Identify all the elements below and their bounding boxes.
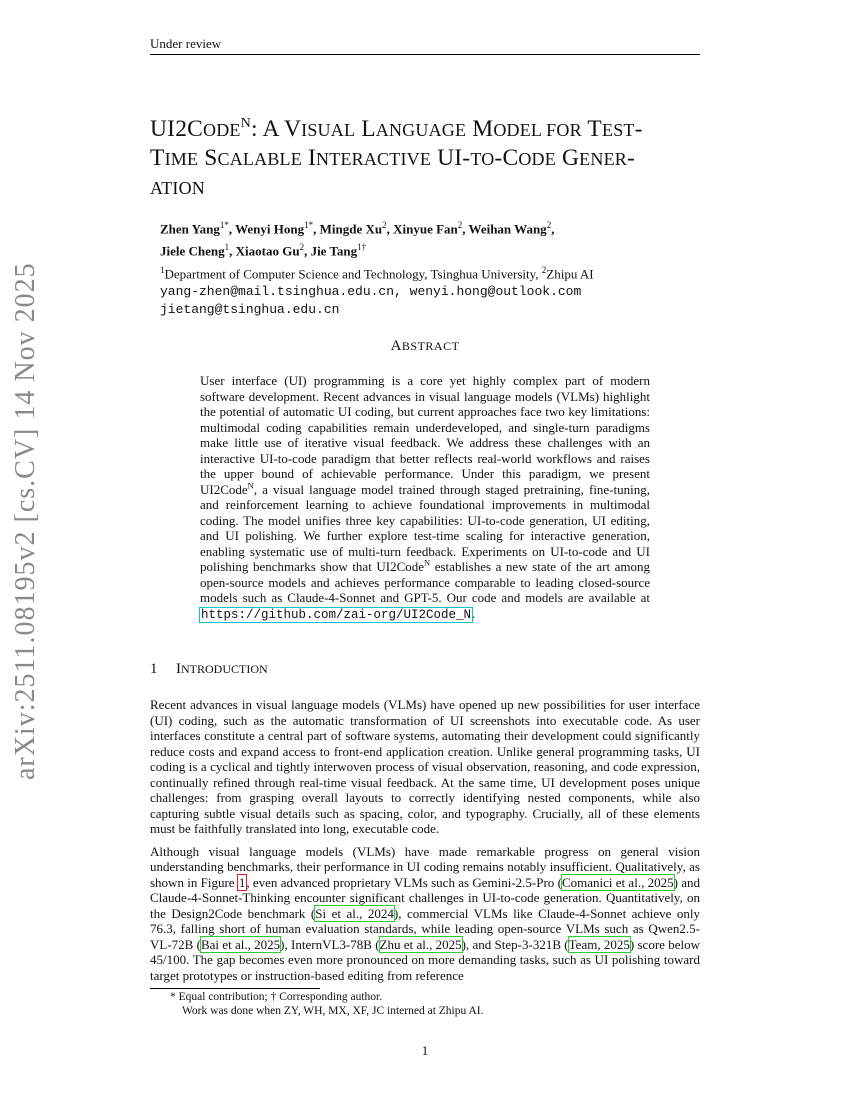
author-affil-mark: 2: [299, 242, 305, 253]
title-fragment: ATION: [150, 177, 205, 198]
heading-fragment: BSTRACT: [401, 339, 460, 353]
title-fragment: ISUAL: [301, 119, 356, 140]
intro-text: ), and Step-3-321B (: [461, 936, 569, 952]
author-affil-mark: 1*: [304, 220, 314, 230]
section-number: 1: [150, 661, 158, 677]
abstract-body: [200, 373, 650, 623]
author-affil-mark: 1*: [219, 220, 229, 230]
footnote-1: * Equal contribution; † Corresponding author.: [170, 991, 383, 1003]
arxiv-watermark: arXiv:2511.08195v2 [cs.CV] 14 Nov 2025: [10, 262, 41, 780]
title-fragment: CALABLE: [217, 148, 302, 169]
author-name: Zhen Yang: [160, 221, 220, 237]
affil-mark: 2: [541, 264, 547, 275]
author-name: Jie Tang: [310, 243, 358, 259]
author-name: Xinyue Fan: [393, 221, 458, 237]
title-fragment: TO: [470, 148, 495, 169]
title-fragment: ODE: [518, 148, 556, 169]
title-fragment: ANGUAGE: [375, 119, 467, 140]
title-fragment: -C: [494, 144, 519, 171]
code-repo-link[interactable]: https://github.com/zai-org/UI2Code_N: [201, 607, 472, 622]
intro-text: ) and Claude-4-Sonnet-Thinking encounter significant challenges in UI-to-code generation. Quantitatively, on the Design2Code benchmark (: [150, 874, 700, 921]
abstract-text: establishes a new state of the art among open-source models and achieves performance comparable to leading closed-source models such as Claude-4-Sonnet and GPT-5. Our code and models are available at: [200, 559, 650, 605]
abstract-superscript: N: [424, 557, 431, 568]
citation-link[interactable]: Bai et al., 2025: [200, 936, 281, 952]
author-name: Weihan Wang: [468, 221, 547, 237]
author-names-line-1: Zhen Yang$^{1*}$, Wenyi Hong$^{1*}$, Mingde Xu$^2$, Xinyue Fan$^2$, Weihan Wang$^2$,: [160, 220, 555, 237]
title-fragment: EST: [602, 119, 635, 140]
citation-link[interactable]: Zhu et al., 2025: [379, 936, 462, 952]
citation-link[interactable]: Si et al., 2024: [315, 905, 394, 921]
intro-text: Although visual language models (VLMs) have made remarkable progress on general vision understanding benchmarks, their performance in UI coding remains notably insufficient. Qualitatively, as shown in Figure: [150, 843, 700, 890]
title-superscript: N: [240, 116, 251, 131]
section-heading-introduction: [150, 661, 700, 678]
abstract-superscript: N: [247, 480, 254, 491]
abstract-heading: [150, 338, 700, 355]
section-title-fragment: NTRODUCTION: [181, 662, 268, 676]
page-number: 1: [421, 1043, 429, 1058]
citation-link[interactable]: Team, 2025: [568, 936, 630, 952]
intro-paragraph-1: Recent advances in visual language models (VLMs) have opened up new possibilities for user interface (UI) coding, such as the automatic transformation of UI screenshots into executable code. As user interfaces constitute a central part of software systems, automating their development could significantly reduce costs and expand access to front-end application creation. Unlike general programming tasks, UI coding is a cyclical and tightly interwoven process of visual observation, reasoning, and code expression, continually refined through real-time visual feedback. At the same time, UI development poses unique challenges: from grasping overall layouts to correctly identifying nested components, while also capturing subtle visual details such as spacing, color, and typography. Crucially, all of these elements must be faithfully translated into long, executable code.: [150, 697, 700, 836]
footnotes: [170, 990, 690, 1018]
author-affil-mark: 2: [382, 220, 387, 230]
title-fragment: M: [466, 115, 494, 142]
affiliations: [160, 261, 700, 283]
title-fragment: L: [355, 115, 376, 142]
author-name: Mingde Xu: [319, 221, 383, 237]
author-name: Wenyi Hong: [235, 221, 305, 237]
section-title-fragment: I: [176, 661, 181, 677]
abstract-text: , a visual language model trained through staged pretraining, fine-tuning, and reinforcement learning to achieve foundational improvements in multimodal coding. The model unifies three key capabilities: UI-to-code generation, UI editing, and UI polishing. We further explore test-time scaling for interactive generation, enabling systematic use of multi-turn feedback. Experiments on UI-to-code and UI polishing benchmarks show that UI2Code: [200, 481, 650, 574]
footnote-2: Work was done when ZY, WH, MX, XF, JC interned at Zhipu AI.: [182, 1005, 484, 1017]
affiliation-text: Zhipu AI: [546, 265, 594, 281]
title-fragment: S: [198, 144, 218, 171]
figure-ref-link[interactable]: 1: [238, 874, 246, 890]
author-names-line-2: Jiele Cheng$^1$, Xiaotao Gu$^2$, Jie Tang$^{1\dagger}$: [160, 242, 367, 259]
abstract-text: User interface (UI) programming is a core yet highly complex part of modern software development. Recent advances in visual language models (VLMs) highlight the potential of automatic UI coding, but current approaches face two key limitations: multimodal coding capabilities remain underdeveloped, and single-turn paradigms make little use of iterative visual feedback. We address these challenges with an interactive UI-to-code paradigm that better reflects real-world workflows and raises the upper bound of achievable performance. Under this paradigm, we present UI2Code: [200, 373, 650, 497]
intro-text: , even advanced proprietary VLMs such as Gemini-2.5-Pro (: [246, 874, 562, 890]
title-fragment: UI-: [431, 144, 471, 171]
author-affil-mark: 1†: [357, 242, 367, 253]
intro-text: ), commercial VLMs like Claude-4-Sonnet achieve only 76.3, falling short of human evaluation standards, while leading open-source VLMs such as Qwen2.5-VL-72B (: [150, 905, 700, 952]
intro-text: ), InternVL3-78B (: [280, 936, 380, 952]
author-emails-line-1[interactable]: yang-zhen@mail.tsinghua.edu.cn, wenyi.hong@outlook.com: [160, 283, 582, 299]
title-fragment: -: [634, 115, 643, 142]
heading-fragment: A: [390, 338, 402, 354]
title-fragment: ODEL FOR: [493, 119, 582, 140]
title-fragment: UI2C: [150, 115, 204, 142]
author-name: Xiaotao Gu: [235, 243, 300, 259]
author-name: Jiele Cheng: [160, 243, 225, 259]
author-affil-mark: 1: [224, 242, 230, 253]
title-fragment: T: [150, 144, 165, 171]
intro-text: ) score below 45/100. The gap becomes even more pronounced on more demanding tasks, such as UI polishing toward target prototypes or instruction-based editing from reference: [150, 936, 700, 983]
author-block: [160, 216, 700, 319]
title-fragment: G: [555, 144, 580, 171]
author-affil-mark: 2: [546, 220, 552, 230]
abstract-text: .: [472, 605, 476, 621]
title-fragment: T: [581, 115, 602, 142]
introduction-body: [150, 697, 700, 990]
intro-paragraph-2: [150, 844, 700, 984]
footnote-rule: [150, 988, 320, 989]
title-fragment: I: [301, 144, 317, 171]
affiliation-text: Department of Computer Science and Technology, Tsinghua University,: [164, 265, 542, 281]
running-head: Under review: [150, 36, 700, 55]
citation-link[interactable]: Comanici et al., 2025: [561, 874, 674, 890]
affil-mark: 1: [160, 264, 165, 275]
title-fragment: ODE: [203, 119, 241, 140]
title-fragment: : A V: [250, 115, 302, 142]
title-fragment: IME: [164, 148, 199, 169]
title-fragment: NTERACTIVE: [316, 148, 432, 169]
author-affil-mark: 2: [457, 220, 463, 230]
title-fragment: ENER: [579, 148, 627, 169]
author-emails-line-2[interactable]: jietang@tsinghua.edu.cn: [160, 301, 340, 317]
paper-title: $UI2CODE^N$: A VISUAL LANGUAGE MODEL FOR TEST- TIME SCALABLE INTERACTIVE UI-TO-CODE GENER- ATION: [150, 115, 643, 198]
